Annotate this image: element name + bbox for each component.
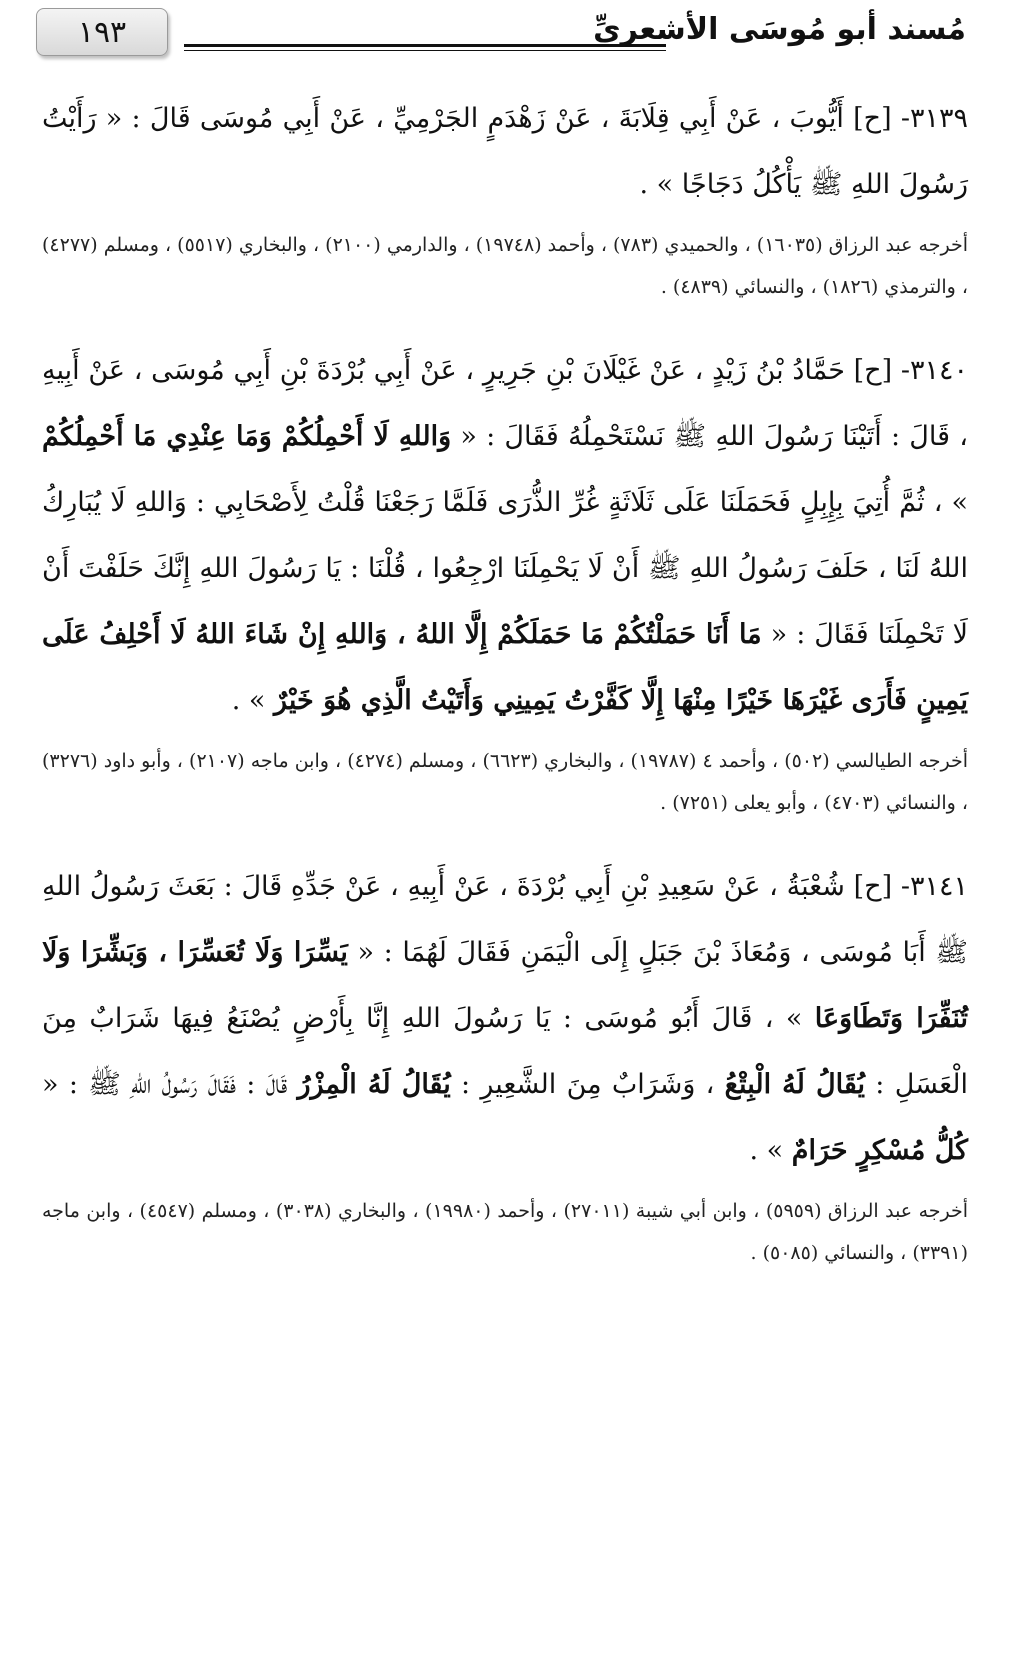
- hadith-block: [42, 854, 968, 1274]
- term-definition: يُقَالُ لَهُ الْمِزْرُ: [297, 1069, 451, 1100]
- hadith-segment: حَمَّادُ بْنُ زَيْدٍ ، عَنْ غَيْلَانَ بْنِ جَرِيرٍ ، عَنْ أَبِي بُرْدَةَ بْنِ أَبِي مُوسَى ، عَنْ أَبِيهِ ، قَالَ : أَتَيْنَا رَسُولَ اللهِ ﷺ نَسْتَحْمِلُهُ فَقَالَ : «: [42, 355, 968, 452]
- hadith-number: ٣١٣٩- [ح]: [853, 103, 968, 134]
- page-content: [42, 86, 968, 1274]
- prophetic-quote: كُلُّ مُسْكِرٍ حَرَامٌ: [791, 1135, 968, 1166]
- page-number: ١٩٣: [77, 14, 127, 50]
- hadith-number: ٣١٤٠- [ح]: [853, 355, 968, 386]
- hadith-segment: » ، قَالَ أَبُو مُوسَى : يَا رَسُولَ اللهِ إِنَّا بِأَرْضٍ يُصْنَعُ فِيهَا شَرَابٌ مِنَ الْعَسَلِ :: [42, 1003, 968, 1100]
- prophetic-quote: يَسِّرَا وَلَا تُعَسِّرَا ، وَبَشِّرَا وَلَا تُنَفِّرَا وَتَطَاوَعَا: [42, 937, 968, 1034]
- hadith-text: [42, 86, 968, 218]
- hadith-block: [42, 86, 968, 308]
- hadith-segment: » ، ثُمَّ أُتِيَ بِإِبِلٍ فَحَمَلَنَا عَلَى ثَلَاثَةٍ غُرِّ الذُّرَى فَلَمَّا رَجَعْنَا قُلْتُ لِأَصْحَابِي : وَاللهِ لَا يُبَارِكُ اللهُ لَنَا ، حَلَفَ رَسُولُ اللهِ ﷺ أَنْ لَا يَحْمِلَنَا ارْجِعُوا ، قُلْنَا : يَا رَسُولَ اللهِ إِنَّكَ حَلَفْتَ أَنْ لَا تَحْمِلَنَا فَقَالَ : «: [42, 487, 968, 650]
- prophetic-quote: وَاللهِ لَا أَحْمِلُكُمْ وَمَا عِنْدِي مَا أَحْمِلُكُمْ: [42, 421, 452, 452]
- hadith-segment: أَيُّوبَ ، عَنْ أَبِي قِلَابَةَ ، عَنْ زَهْدَمٍ الجَرْمِيِّ ، عَنْ أَبِي مُوسَى قَالَ : « رَأَيْتُ رَسُولَ اللهِ ﷺ يَأْكُلُ دَجَاجًا » .: [42, 103, 968, 200]
- header-rule-thin: [184, 50, 666, 51]
- prophetic-quote: مَا أَنَا حَمَلْتُكُمْ مَا حَمَلَكُمْ إِلَّا اللهُ ، وَاللهِ إِنْ شَاءَ اللهُ لَا أَحْلِفُ عَلَى يَمِينٍ فَأَرَى غَيْرَهَا خَيْرًا مِنْهَا إِلَّا كَفَّرْتُ يَمِينِي وَأَتَيْتُ الَّذِي هُوَ خَيْرٌ: [42, 619, 968, 716]
- takhrij-note: أخرجه الطيالسي (٥٠٢) ، وأحمد ٤ (١٩٧٨٧) ، والبخاري (٦٦٢٣) ، ومسلم (٤٢٧٤) ، وابن ماجه (٢١٠٧) ، وأبو داود (٣٢٧٦) ، والنسائي (٤٧٠٣) ، وأبو يعلى (٧٢٥١) .: [42, 750, 968, 814]
- hadith-segment: » .: [749, 1135, 792, 1166]
- page-number-badge: [36, 8, 168, 56]
- running-title: مُسند أبو مُوسَى الأشعريِّ: [593, 12, 966, 47]
- hadith-text: [42, 854, 968, 1184]
- term-definition: يُقَالُ لَهُ الْبِتْعُ: [724, 1069, 866, 1100]
- hadith-segment: ، وَشَرَابٌ مِنَ الشَّعِيرِ :: [450, 1069, 725, 1100]
- page-header: [36, 8, 966, 64]
- takhrij-note: أخرجه عبد الرزاق (١٦٠٣٥) ، والحميدي (٧٨٣) ، وأحمد (١٩٧٤٨) ، والدارمي (٢١٠٠) ، والبخاري (٥٥١٧) ، ومسلم (٤٢٧٧) ، والترمذي (١٨٢٦) ، والنسائي (٤٨٣٩) .: [42, 234, 968, 298]
- hadith-number: ٣١٤١- [ح]: [853, 871, 968, 902]
- takhrij-note: أخرجه عبد الرزاق (٥٩٥٩) ، وابن أبي شيبة (٢٧٠١١) ، وأحمد (١٩٩٨٠) ، والبخاري (٣٠٣٨) ، ومسلم (٤٥٤٧) ، وابن ماجه (٣٣٩١) ، والنسائي (٥٠٨٥) .: [42, 1200, 969, 1264]
- hadith-segment: » .: [231, 685, 274, 716]
- hadith-text: [42, 338, 968, 734]
- hadith-segment: شُعْبَةُ ، عَنْ سَعِيدِ بْنِ أَبِي بُرْدَةَ ، عَنْ أَبِيهِ ، عَنْ جَدِّهِ قَالَ : بَعَثَ رَسُولُ اللهِ ﷺ أَبَا مُوسَى ، وَمُعَاذَ بْنَ جَبَلٍ إِلَى الْيَمَنِ فَقَالَ لَهُمَا : «: [42, 871, 968, 968]
- spacer: [42, 824, 968, 854]
- spacer: [42, 308, 968, 338]
- hadith-segment: قَالَ : فَقَالَ رَسُولُ اللهِ ﷺ : «: [42, 1069, 298, 1100]
- hadith-block: [42, 338, 968, 824]
